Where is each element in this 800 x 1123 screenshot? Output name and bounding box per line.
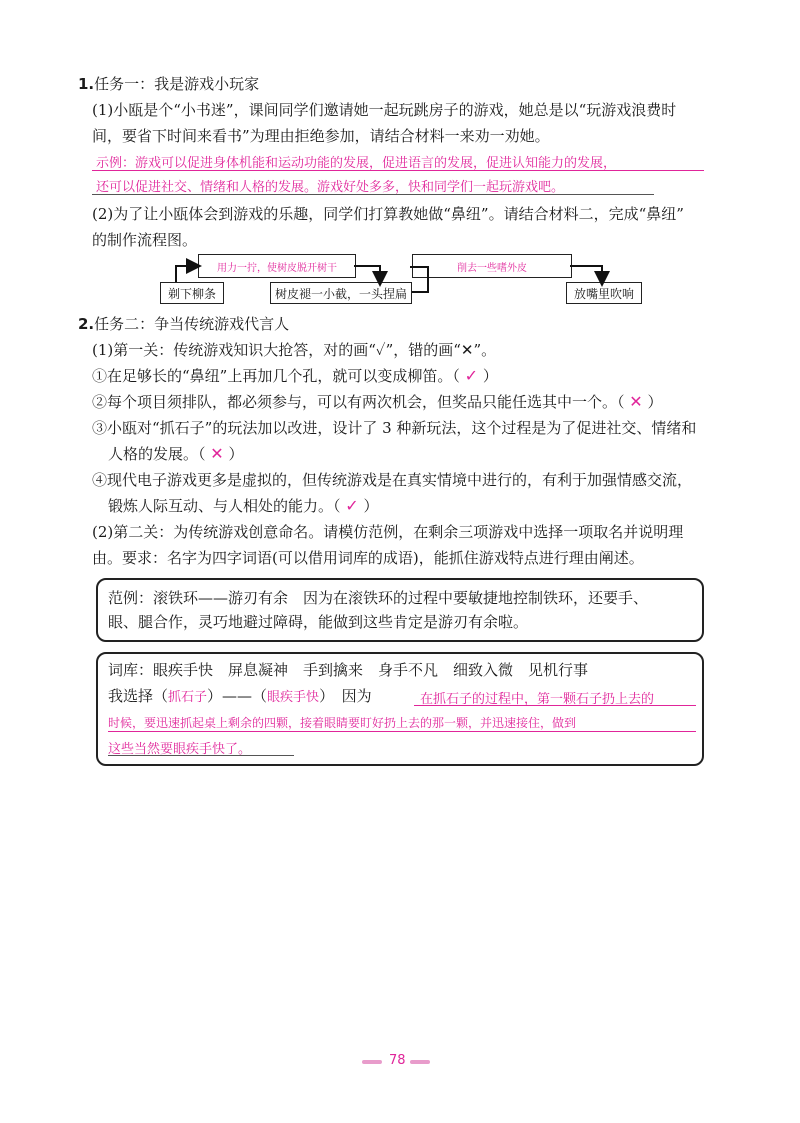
item2-close: ） [647,393,663,411]
task1-number: 1. [78,75,95,93]
task2-heading [78,314,289,334]
reason-underline3 [108,755,294,756]
task2-part2-line2: 由。要求：名字为四字词语(可以借用词库的成语)，能抓住游戏特点进行理由阐述。 [92,549,644,567]
item4-line1: ④现代电子游戏更多是虚拟的，但传统游戏是在真实情境中进行的，有利于加强情感交流， [92,471,693,489]
item4-close: ） [363,497,379,515]
answer1-line2: 还可以促进社交、情绪和人格的发展。游戏好处多多，快和同学们一起玩游戏吧。 [96,180,565,195]
reason-underline2 [108,731,696,732]
reason-line3: 这些当然要眼疾手快了。 [108,742,252,757]
answer1-line1: 示例：游戏可以促进身体机能和运动功能的发展，促进语言的发展，促进认知能力的发展， [96,156,617,171]
choose-mid: ）——（ [207,687,268,705]
example-line1: 范例：滚铁环——游刃有余 因为在滚铁环的过程中要敏捷地控制铁环，还要手、 [108,589,649,607]
item1-text: ①在足够长的“鼻纽”上再加几个孔，就可以变成柳笛。（ [92,367,460,385]
item3-close: ） [228,445,244,463]
flow-arrow-4 [570,266,602,281]
task2-part2-line1: (2)第二关：为传统游戏创意命名。请模仿范例，在剩余三项游戏中选择一项取名并说明理 [92,523,684,541]
answer1-underline1 [92,170,704,171]
item1 [92,366,498,386]
page-number-bar-right [410,1060,430,1064]
item2-text: ②每个项目须排队，都必须参与，可以有两次机会，但奖品只能任选其中一个。（ [92,393,625,411]
flow-answer-b: 削去一些嗜外皮 [412,254,572,278]
item4-line2 [108,496,379,516]
task1-q1-line1: (1)小瓯是个“小书迷”，课间同学们邀请她一起玩跳房子的游戏，她总是以“玩游戏浪费时 [92,101,677,119]
flow-answer-a: 用力一拧，使树皮脱开树干 [198,254,356,278]
task1-q1-line2: 间，要省下时间来看书”为理由拒绝参加，请结合材料一来劝一劝她。 [92,127,550,145]
task2-part1: (1)第一关：传统游戏知识大抢答，对的画“✓”，错的画“✕”。 [92,341,497,359]
flow-step-3: 放嘴里吹响 [566,282,642,304]
item3-line2 [108,444,244,464]
lexicon-line: 词库：眼疾手快 屏息凝神 手到擒来 身手不凡 细致入微 见机行事 [108,661,589,679]
choose-line [108,686,372,708]
flow-arrow-2 [354,266,380,281]
choose-end: ） 因为 [319,687,372,705]
task2-title: 任务二：争当传统游戏代言人 [94,315,290,333]
item3-cross-mark: ✕ [210,444,224,463]
item2 [92,392,663,412]
choose-prefix: 我选择（ [108,687,169,705]
task1-heading [78,74,259,94]
flow-arrow-1 [176,266,196,282]
choose-name: 眼疾手快 [267,690,320,705]
item1-close: ） [482,367,498,385]
page-number: 78 [389,1053,406,1068]
item4-text: 锻炼人际互动、与人相处的能力。（ [108,497,341,515]
item4-check-mark: ✓ [345,496,359,515]
reason-line2: 时候，要迅速抓起桌上剩余的四颗，接着眼睛要盯好扔上去的那一颗，并迅速接住，做到 [108,716,577,730]
item2-cross-mark: ✕ [629,392,643,411]
flow-step-1: 剃下柳条 [160,282,224,304]
flow-step-2: 树皮褪一小截，一头捏扁 [270,282,412,304]
item1-check-mark: ✓ [464,366,479,385]
task1-q2-line2: 的制作流程图。 [92,231,198,249]
reason-line1: 在抓石子的过程中，第一颗石子扔上去的 [420,692,655,707]
answer1-underline2 [92,194,654,195]
reason-underline1 [414,705,696,706]
choose-game: 抓石子 [168,690,208,705]
page-number-bar-left [362,1060,382,1064]
task1-title: 任务一：我是游戏小玩家 [94,75,260,93]
task1-q2-line1: (2)为了让小瓯体会到游戏的乐趣，同学们打算教她做“鼻纽”。请结合材料二，完成“鼻纽” [92,205,684,223]
task2-number: 2. [78,315,95,333]
item3-text: 人格的发展。（ [108,445,206,463]
example-line2: 眼、腿合作，灵巧地避过障碍，能做到这些肯定是游刃有余啦。 [108,613,529,631]
item3-line1: ③小瓯对“抓石子”的玩法加以改进，设计了 3 种新玩法，这个过程是为了促进社交、情绪和 [92,419,697,437]
